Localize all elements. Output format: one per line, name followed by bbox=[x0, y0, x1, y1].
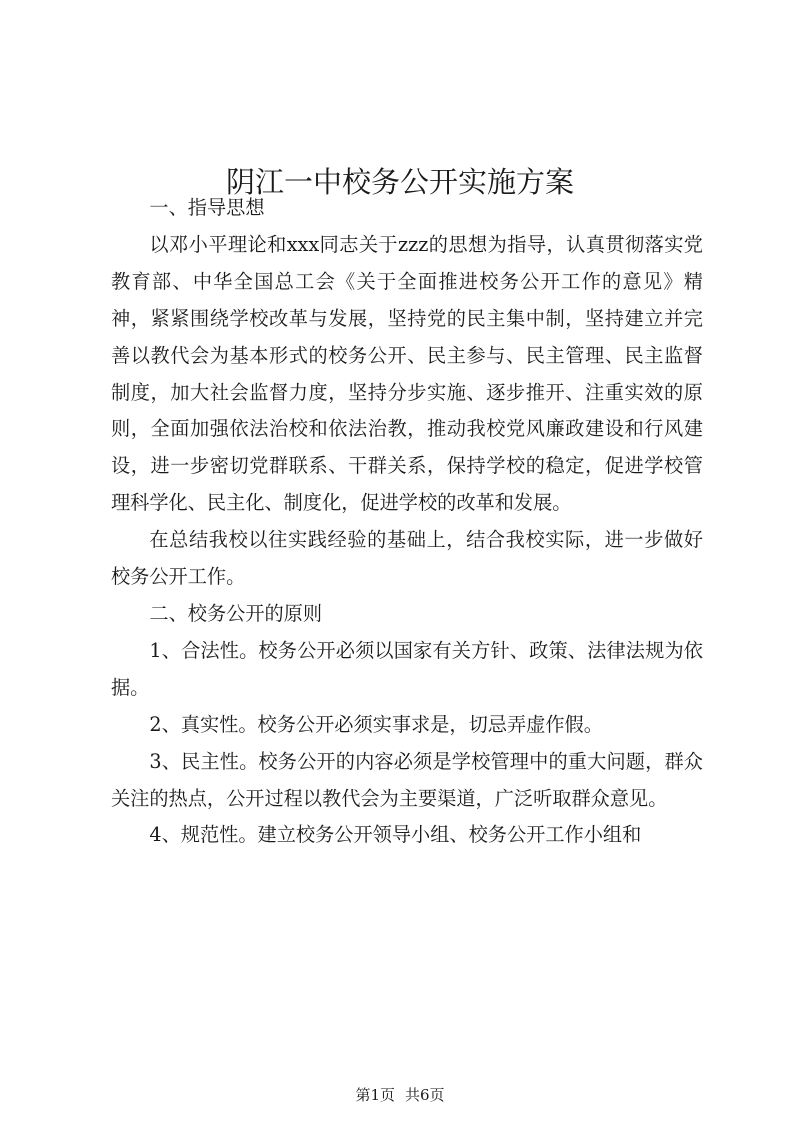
section-heading: 二、校务公开的原则 bbox=[149, 601, 323, 625]
section-heading: 一、指导思想 bbox=[149, 196, 265, 219]
document-body bbox=[111, 190, 703, 854]
document-title: 阴江一中校务公开实施方案 bbox=[225, 165, 574, 200]
body-paragraph: 2、真实性。校务公开必须实事求是，切忌弄虚作假。 bbox=[149, 712, 603, 736]
body-paragraph: 1、合法性。校务公开必须以国家有关方针、政策、法律法规为依据。 bbox=[111, 638, 703, 699]
body-paragraph: 4、规范性。建立校务公开领导小组、校务公开工作小组和 bbox=[149, 823, 642, 847]
page-footer bbox=[0, 1085, 800, 1105]
page-total: 共6页 bbox=[405, 1086, 445, 1104]
body-paragraph: 以邓小平理论和xxx同志关于zzz的思想为指导，认真贯彻落实党教育部、中华全国总工会《关于全面推进校务公开工作的意见》精神，紧紧围绕学校改革与发展，坚持党的民主集中制，坚持建立并完善以教代会为基本形式的校务公开、民主参与、民主管理、民主监督制度，加大社会监督力度，坚持分步实施、逐步推开、注重实效的原则，全面加强依法治校和依法治教，推动我校党风廉政建设和行风建设，进一步密切党群联系、干群关系，保持学校的稳定，促进学校管理科学化、民主化、制度化，促进学校的改革和发展。 bbox=[111, 232, 703, 515]
body-paragraph: 在总结我校以往实践经验的基础上，结合我校实际，进一步做好校务公开工作。 bbox=[111, 528, 703, 589]
body-paragraph: 3、民主性。校务公开的内容必须是学校管理中的重大问题，群众关注的热点，公开过程以教代会为主要渠道，广泛听取群众意见。 bbox=[111, 749, 703, 810]
page-number: 第1页 bbox=[355, 1086, 395, 1104]
